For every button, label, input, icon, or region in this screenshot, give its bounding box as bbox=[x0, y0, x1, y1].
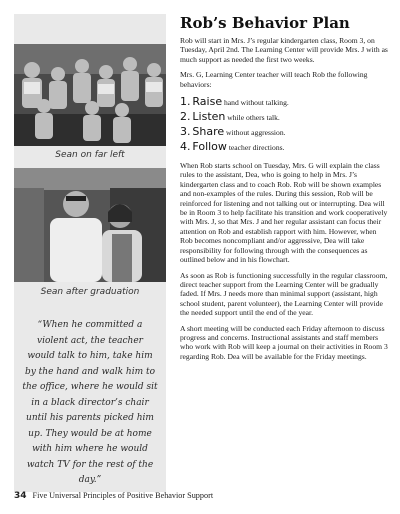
book-title: Five Universal Principles of Positive Behavior Support bbox=[32, 491, 214, 500]
article-title: Rob’s Behavior Plan bbox=[180, 14, 350, 32]
page-footer bbox=[14, 491, 394, 501]
success-paragraph: As soon as Rob is functioning successfully in the regular classroom, direct teacher support from the Learning Center will be gradually faded. If Mrs. J needs more than minimal support (assistant, high school student, parent volunteer), the Learning Center will provide the needed support until the end of the year. bbox=[180, 270, 388, 318]
photo-caption: Sean after graduation bbox=[40, 287, 140, 297]
teach-intro-paragraph: Mrs. G, Learning Center teacher will teach Rob the following behaviors: bbox=[180, 70, 368, 89]
meeting-paragraph: A short meeting will be conducted each Friday afternoon to discuss progress and concerns. Instructional assistants and staff members who work with Rob will keep a journal on their activities in Room 3 regarding Rob. Dea will be available for the Friday meetings. bbox=[180, 323, 388, 361]
school-start-paragraph: When Rob starts school on Tuesday, Mrs. G will explain the class rules to the assistant, Dea, who is going to help in Mrs. J’s kindergarten class and to coach Rob. Rob will be shown examples and non-examples of the rules. During this session, Rob will be reinforced for listening and not talking out or interrupting. Dea will be in Room 3 to help facilitate his transition and work cooperatively with Mrs. J, so that Mrs. J and her regular assistant can focus their attention on Rob and establish rapport with him. However, when Rob becomes noncompliant and/or aggressive, Dea will take responsibility for following through with the consequences as outlined below and in his flowchart. bbox=[180, 161, 388, 265]
pull-quote: “When he committed a violent act, the teacher would talk to him, take him by the hand and walk him to the office, where he would sit in a black director’s chair until his parents picked him up. They would be at home with him where he would watch TV for the rest of the day.” bbox=[22, 320, 158, 485]
group-photo bbox=[14, 44, 166, 146]
behavior-item: 1. Raise hand without talking. bbox=[180, 95, 289, 109]
page-number: 34 bbox=[14, 491, 27, 501]
intro-paragraph: Rob will start in Mrs. J’s regular kindergarten class, Room 3, on Tuesday, April 2nd. The Learning Center will provide Mrs. J with as much support as needed the first two weeks. bbox=[180, 36, 388, 64]
behavior-item: 2. Listen while others talk. bbox=[180, 110, 280, 124]
photo-caption: Sean on far left bbox=[55, 150, 125, 160]
article-column bbox=[180, 14, 388, 367]
behavior-item: 3. Share without aggression. bbox=[180, 125, 286, 139]
behavior-list bbox=[180, 95, 388, 155]
behavior-item: 4. Follow teacher directions. bbox=[180, 140, 285, 154]
graduation-photo bbox=[14, 168, 166, 282]
